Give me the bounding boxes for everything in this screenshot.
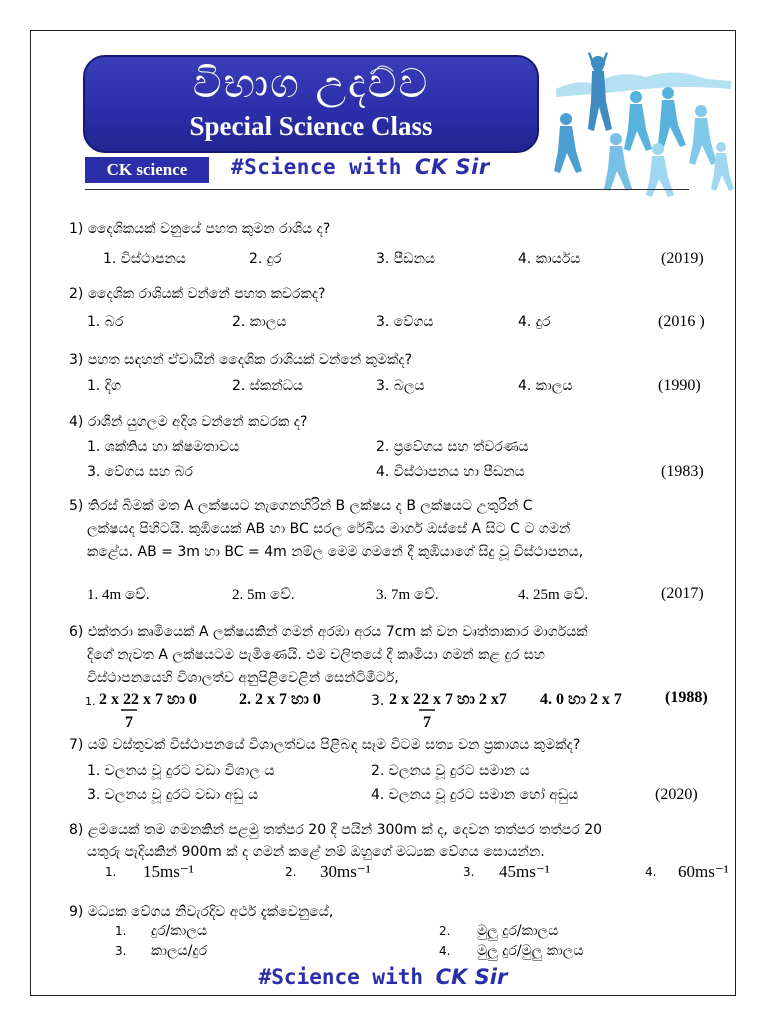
- header-divider: [85, 189, 689, 190]
- q5-stem-line-2: ලක්ෂයද පිහිටයි. කුඹියෙක් AB හා BC සරල රේඛීය මාර්ග ඔස්සේ A සිට C ට ගමන්: [87, 521, 571, 537]
- q6-option-1: 2 x 22 x 7 හා 0: [99, 691, 197, 708]
- q6-option-1-number: 1.: [85, 695, 96, 708]
- q9-option-2-number: 2.: [439, 924, 451, 938]
- q7-option-2: 2. චලනය වූ දුරට සමාන ය: [371, 763, 530, 779]
- q2-option-2: 2. කාලය: [232, 314, 287, 330]
- q7-option-4: 4. චලනය වූ දුරට සමාන හෝ අඩුය: [371, 787, 579, 803]
- q2-option-1: 1. බර: [87, 314, 124, 330]
- q2-option-3: 3. වේගය: [376, 314, 434, 330]
- q5-stem-line-3: කළේය. AB = 3m හා BC = 4m නම්ල මෙම ගමනේ දී කුඹියාගේ සිදු වූ විස්ථාපනය,: [87, 544, 584, 560]
- q8-option-1-number: 1.: [105, 865, 117, 879]
- worksheet-page: [30, 30, 736, 996]
- question-4-stem: 4) රාශීන් යුගලම අදිශ වන්නේ කවරක ද?: [69, 414, 308, 430]
- q2-year: (2016 ): [658, 313, 705, 330]
- q5-option-1: 1. 4m වේ.: [87, 587, 150, 603]
- q1-year: (2019): [661, 250, 704, 267]
- ck-science-tag: CK science: [85, 157, 209, 183]
- q4-option-2: 2. ප්‍රවේගය සහ ත්වරණය: [376, 439, 529, 455]
- q3-option-4: 4. කාලය: [518, 378, 573, 394]
- q3-year: (1990): [658, 377, 701, 394]
- q5-stem-line-1: 5) තිරස් බිමක් මත A ලක්ෂයට නැගෙනහිරින් B ලක්ෂය ද B ලක්ෂයට උතුරින් C: [69, 498, 533, 514]
- q8-option-1: 15ms⁻¹: [143, 862, 194, 881]
- footer-hashtag-ck: CK Sir: [435, 965, 508, 989]
- q1-option-2: 2. දුර: [249, 251, 282, 267]
- q7-year: (2020): [655, 786, 698, 803]
- q8-option-4-number: 4.: [645, 865, 657, 879]
- q6-option-2: 2. 2 x 7 හා 0: [239, 691, 321, 708]
- q6-option-4: 4. 0 හා 2 x 7: [540, 691, 622, 708]
- banner-english-title: Special Science Class: [189, 111, 433, 141]
- title-banner: [83, 55, 539, 153]
- q6-stem-line-2: දිගේ නැවත A ලක්ෂයටම පැමිණෙයි. එම චලිතයේ දී කෘමියා ගමන් කළ දුර සහ: [87, 647, 545, 663]
- q8-option-4: 60ms⁻¹: [678, 862, 729, 881]
- q1-option-4: 4. කාර්යය: [518, 251, 581, 267]
- q8-stem-line-2: යතුරු පැදියකින් 900m ක් ද ගමන් කළේ නම් ඔහුගේ මධ්‍යක වේගය සොයන්න.: [87, 844, 545, 860]
- question-2-stem: 2) දෛශික රාශියක් වන්නේ පහත කවරකද?: [69, 286, 326, 302]
- q8-option-2: 30ms⁻¹: [320, 862, 371, 881]
- hashtag-main: #Science with: [231, 155, 402, 179]
- q6-year: (1988): [665, 689, 708, 706]
- runners-illustration: [536, 49, 736, 199]
- q8-option-3: 45ms⁻¹: [499, 862, 550, 881]
- q8-option-2-number: 2.: [285, 865, 297, 879]
- q4-option-3: 3. වේගය සහ බර: [87, 464, 193, 480]
- q6-option-3-number: 3.: [371, 693, 385, 709]
- q6-option-1-denominator: 7: [125, 714, 133, 731]
- q3-option-3: 3. බලය: [376, 378, 425, 394]
- q4-option-1: 1. ශක්තිය හා ක්ෂමතාවය: [87, 439, 240, 455]
- hashtag-ck: CK Sir: [415, 155, 490, 179]
- q5-option-4: 4. 25m වේ.: [518, 587, 589, 603]
- footer-hashtag-main: #Science with: [258, 965, 424, 989]
- question-3-stem: 3) පහත සඳහන් ඒවායින් දෛශික රාශියක් වන්නේ කුමක්ද?: [69, 352, 413, 368]
- q8-stem-line-1: 8) ළමයෙක් තම ගමනකින් පළමු තත්පර 20 දී පයින් 300m ක් ද, දෙවන තත්පර තත්පර 20: [69, 822, 603, 838]
- q9-option-3-number: 3.: [115, 944, 127, 958]
- q3-option-1: 1. දිග: [87, 378, 122, 394]
- banner-sinhala-title: විභාග උදව්ව: [192, 61, 430, 107]
- q6-option-3-denominator: 7: [423, 714, 431, 731]
- hashtag-header: [231, 155, 490, 179]
- q2-option-4: 4. දුර: [518, 314, 551, 330]
- q9-option-4-number: 4.: [439, 944, 451, 958]
- q3-option-2: 2. ස්කන්ධය: [232, 378, 304, 394]
- q7-option-3: 3. චලනය වූ දුරට වඩා අඩු ය: [87, 787, 259, 803]
- q8-option-3-number: 3.: [463, 865, 475, 879]
- q5-option-2: 2. 5m වේ.: [232, 587, 295, 603]
- q1-option-3: 3. පීඩනය: [376, 251, 436, 267]
- question-7-stem: 7) යම් වස්තුවක් විස්ථාපනයේ විශාලත්වය පිළිබඳ සෑම විටම සත්‍ය වන ප්‍රකාශය කුමක්ද?: [69, 737, 581, 753]
- question-9-stem: 9) මධ්‍යක වේගය නිවැරදිව අර්ථ දැක්වෙනුයේ,: [69, 904, 334, 920]
- q6-option-3: 2 x 22 x 7 හා 2 x7: [389, 691, 507, 708]
- footer-hashtag: [31, 965, 735, 989]
- q7-option-1: 1. චලනය වූ දුරට වඩා විශාල ය: [87, 763, 275, 779]
- q1-option-1: 1. විස්ථාපනය: [103, 251, 186, 267]
- q5-year: (2017): [661, 585, 704, 602]
- q4-option-4: 4. විස්ථාපනය හා පීඩනය: [376, 464, 525, 480]
- q9-option-1: දුර/කාලය: [151, 923, 208, 939]
- q6-stem-line-1: 6) එක්තරා කෘමියෙක් A ලක්ෂයකින් ගමන් අරඹා අරය 7cm ක් වන වෘත්තාකාර මාර්ගයක්: [69, 624, 588, 640]
- q5-option-3: 3. 7m වේ.: [376, 587, 439, 603]
- question-1-stem: 1) දෛශිකයක් වනුයේ පහත කුමන රාශිය ද?: [69, 221, 331, 237]
- q9-option-2: මුලු දුර/කාලය: [477, 923, 559, 939]
- q9-option-1-number: 1.: [115, 924, 127, 938]
- q9-option-3: කාලය/දුර: [151, 943, 208, 959]
- q9-option-4: මුලු දුර/මුලු කාලය: [477, 943, 584, 959]
- q6-stem-line-3: විස්ථාපනයෙහි විශාලත්ව අනුපිළිවෙළින් සෙන්ටිමීටර්,: [87, 670, 399, 686]
- q4-year: (1983): [661, 463, 704, 480]
